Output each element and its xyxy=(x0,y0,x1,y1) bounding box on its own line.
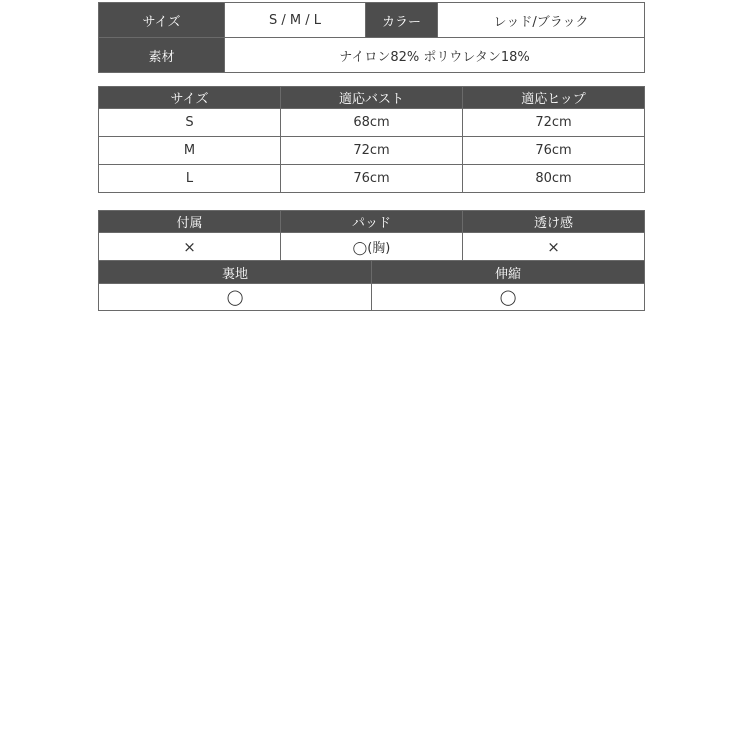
lining-value: ◯ xyxy=(99,284,372,311)
size-chart-header: サイズ xyxy=(99,87,281,109)
lining-stretch-table xyxy=(98,260,645,311)
table-row xyxy=(99,165,645,193)
table-row xyxy=(99,137,645,165)
hip-cell: 72cm xyxy=(463,109,645,137)
table-row xyxy=(99,109,645,137)
spec-table xyxy=(98,2,645,73)
stretch-value: ◯ xyxy=(372,284,645,311)
stretch-header: 伸縮 xyxy=(372,261,645,284)
size-chart-table xyxy=(98,86,645,193)
size-value: S / M / L xyxy=(225,3,366,38)
spec-row-material xyxy=(99,38,645,73)
size-label: サイズ xyxy=(99,3,225,38)
accessories-header: 付属 xyxy=(99,211,281,233)
size-chart-header-row xyxy=(99,87,645,109)
material-value: ナイロン82% ポリウレタン18% xyxy=(225,38,645,73)
spec-row-size-color xyxy=(99,3,645,38)
bust-cell: 72cm xyxy=(281,137,463,165)
attributes-header-row xyxy=(99,211,645,233)
size-cell: S xyxy=(99,109,281,137)
lining-stretch-header-row xyxy=(99,261,645,284)
sheerness-value: × xyxy=(463,233,645,261)
hip-cell: 76cm xyxy=(463,137,645,165)
bust-cell: 76cm xyxy=(281,165,463,193)
color-label: カラー xyxy=(366,3,438,38)
size-chart-header: 適応ヒップ xyxy=(463,87,645,109)
lining-stretch-value-row xyxy=(99,284,645,311)
pad-header: パッド xyxy=(281,211,463,233)
pad-value: ◯(胸) xyxy=(281,233,463,261)
hip-cell: 80cm xyxy=(463,165,645,193)
size-cell: L xyxy=(99,165,281,193)
sheerness-header: 透け感 xyxy=(463,211,645,233)
attributes-value-row xyxy=(99,233,645,261)
color-value: レッド/ブラック xyxy=(438,3,645,38)
accessories-value: × xyxy=(99,233,281,261)
material-label: 素材 xyxy=(99,38,225,73)
size-cell: M xyxy=(99,137,281,165)
bust-cell: 68cm xyxy=(281,109,463,137)
size-chart-header: 適応バスト xyxy=(281,87,463,109)
lining-header: 裏地 xyxy=(99,261,372,284)
attributes-table xyxy=(98,210,645,261)
